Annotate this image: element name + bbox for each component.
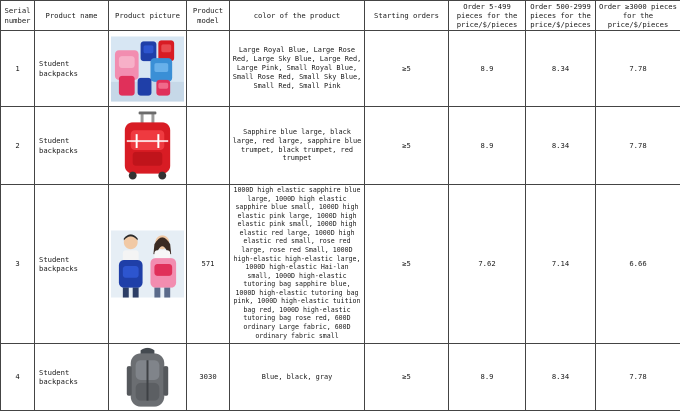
header-product-picture: Product picture: [109, 1, 187, 31]
row-4-product-picture: [109, 344, 187, 411]
row-1-price-tier-2: 8.34: [526, 31, 596, 107]
header-price-tier-3: Order ≥3000 pieces for the price/$/pieces: [596, 1, 680, 31]
row-4-price-tier-1: 8.9: [449, 344, 526, 411]
row-2-product-picture: [109, 107, 187, 185]
row-1-price-tier-3: 7.78: [596, 31, 680, 107]
kids-with-backpacks-photo: [111, 230, 184, 298]
header-product-model: Product model: [187, 1, 230, 31]
header-price-tier-2: Order 500-2999 pieces for the price/$/pieces: [526, 1, 596, 31]
row-3-product-model: 571: [187, 185, 230, 344]
row-1-product-model: [187, 31, 230, 107]
row-3-price-tier-3: 6.66: [596, 185, 680, 344]
row-1-price-tier-1: 8.9: [449, 31, 526, 107]
row-2-price-tier-1: 8.9: [449, 107, 526, 185]
header-price-tier-1: Order 5-499 pieces for the price/$/pieces: [449, 1, 526, 31]
row-4-color: Blue, black, gray: [230, 344, 365, 411]
row-3-price-tier-2: 7.14: [526, 185, 596, 344]
row-2-product-model: [187, 107, 230, 185]
row-3-product-picture: [109, 185, 187, 344]
row-2-product-name: Student backpacks: [35, 107, 109, 185]
row-3-serial: 3: [1, 185, 35, 344]
row-2-starting-orders: ≥5: [365, 107, 449, 185]
row-2-serial: 2: [1, 107, 35, 185]
row-3-starting-orders: ≥5: [365, 185, 449, 344]
row-2-color: Sapphire blue large, black large, red large, sapphire blue trumpet, black trumpet, red trumpet: [230, 107, 365, 185]
multicolor-backpacks-photo: [111, 36, 184, 102]
row-1-product-picture: [109, 31, 187, 107]
row-4-product-name: Student backpacks: [35, 344, 109, 411]
gray-backpack-photo: [111, 346, 184, 409]
row-2-price-tier-3: 7.78: [596, 107, 680, 185]
row-3-color: 1000D high elastic sapphire blue large, 1000D high elastic sapphire blue small, 1000D high elastic pink large, 1000D high elastic pink small, 1000D high elastic red large, 1000D high elastic red small, rose red large, rose red Small, 1000D high-elastic high-elastic large, 1000D high-elastic Hai-lan small, 1000D high-elastic tutoring bag sapphire blue, 1000D high-elastic tutoring bag pink, 1000D high-elastic tuition bag red, 1000D high-elastic tutoring bag rose red, 600D ordinary Large fabric, 600D ordinary fabric small: [230, 185, 365, 344]
row-1-serial: 1: [1, 31, 35, 107]
row-1-color: Large Royal Blue, Large Rose Red, Large Sky Blue, Large Red, Large Pink, Small Royal Blue, Small Rose Red, Small Sky Blue, Small Red, Small Pink: [230, 31, 365, 107]
row-1-starting-orders: ≥5: [365, 31, 449, 107]
row-3-product-name: Student backpacks: [35, 185, 109, 344]
row-4-product-model: 3030: [187, 344, 230, 411]
header-starting-orders: Starting orders: [365, 1, 449, 31]
red-trolley-backpack-photo: [111, 110, 184, 182]
row-1-product-name: Student backpacks: [35, 31, 109, 107]
row-4-serial: 4: [1, 344, 35, 411]
header-product-name: Product name: [35, 1, 109, 31]
header-color: color of the product: [230, 1, 365, 31]
row-4-starting-orders: ≥5: [365, 344, 449, 411]
row-2-price-tier-2: 8.34: [526, 107, 596, 185]
row-3-price-tier-1: 7.62: [449, 185, 526, 344]
row-4-price-tier-2: 8.34: [526, 344, 596, 411]
header-serial: Serial number: [1, 1, 35, 31]
row-4-price-tier-3: 7.78: [596, 344, 680, 411]
